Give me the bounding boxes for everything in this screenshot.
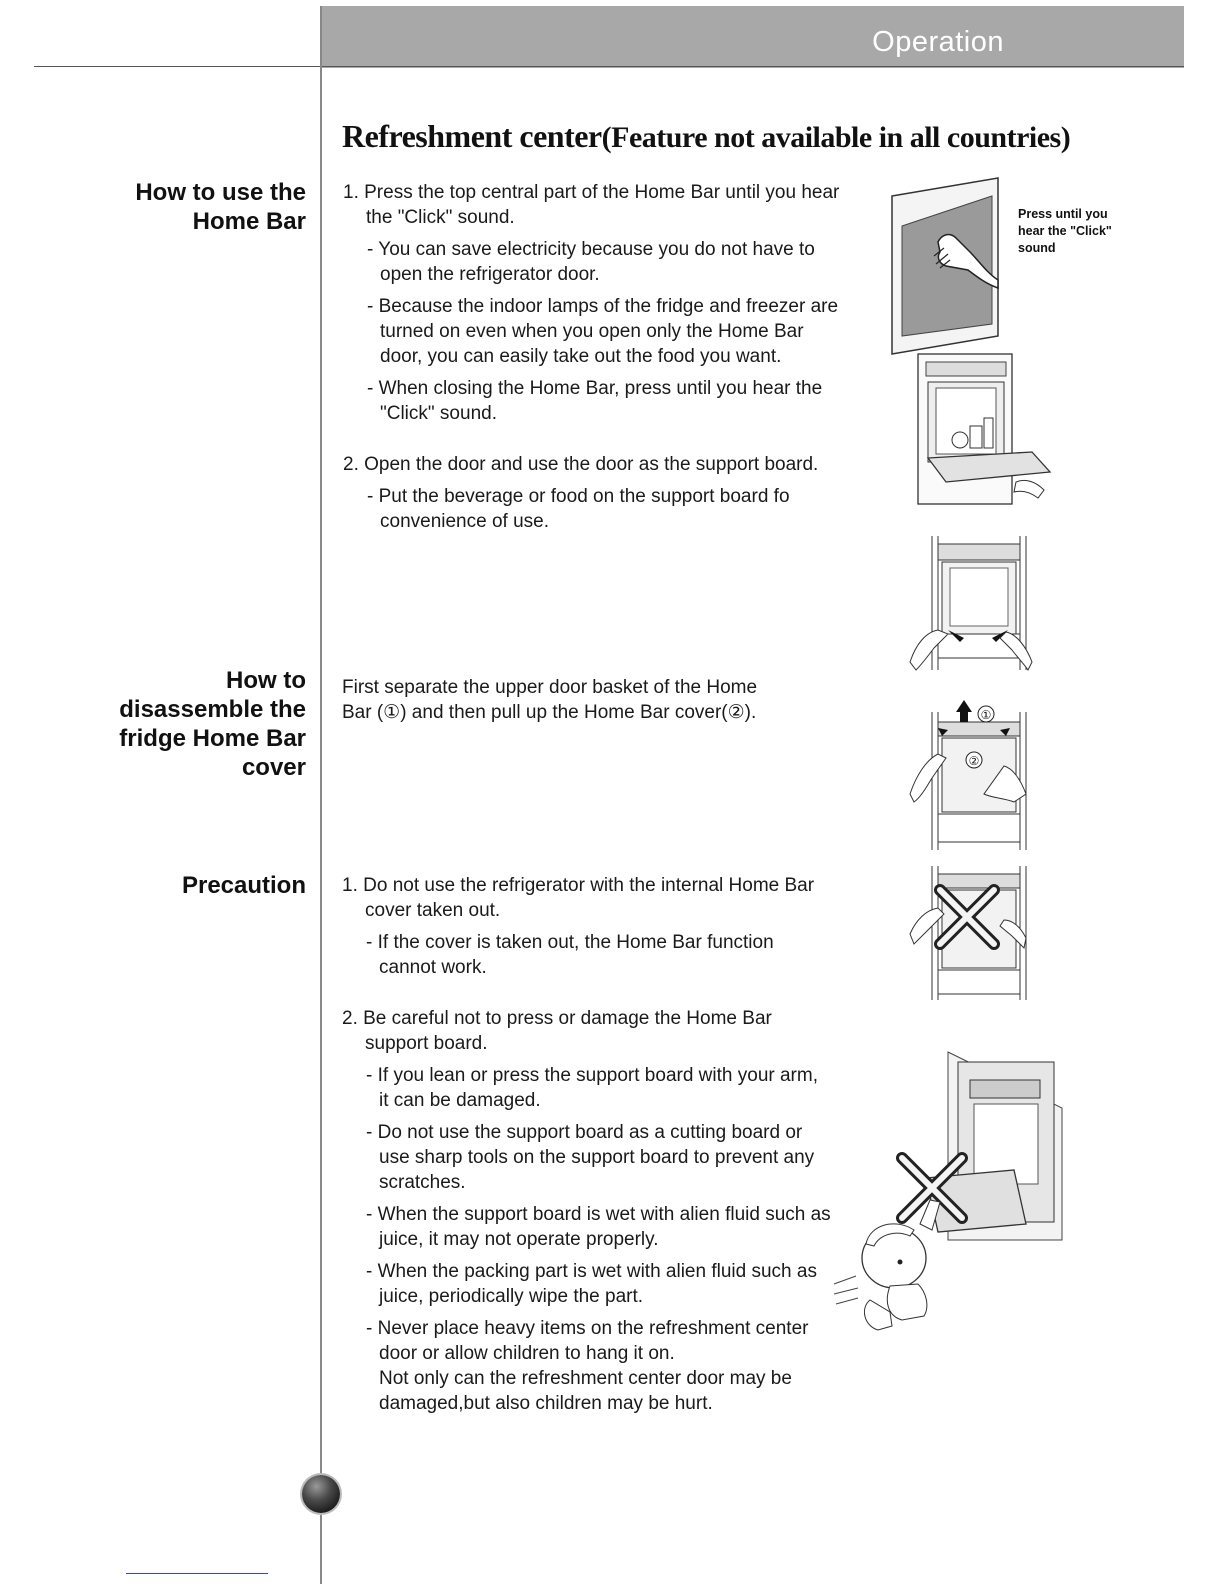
heading-disassemble: How to disassemble the fridge Home Bar cover	[119, 667, 306, 781]
disassemble-body: First separate the upper door basket of the Home Bar (①) and then pull up the Home Bar cover(②).	[342, 677, 758, 723]
precaution-item-2-note: - Never place heavy items on the refreshment center door or allow children to hang it on.	[366, 1318, 809, 1364]
precaution-item-2-note: - When the support board is wet with alien fluid such as juice, it may not operate properly.	[366, 1204, 831, 1250]
no-cover-prohibited-illustration	[908, 864, 1034, 1004]
precaution-list	[342, 873, 832, 1416]
precaution-item-1-note: - If the cover is taken out, the Home Bar function cannot work.	[366, 932, 774, 978]
press-home-bar-illustration	[890, 176, 1002, 356]
section-title: Operation	[872, 26, 1004, 58]
footer-rule	[126, 1573, 268, 1574]
precaution-item-2-note: - If you lean or press the support board with your arm, it can be damaged.	[366, 1065, 818, 1111]
press-click-label: Press until you hear the "Click" sound	[1018, 207, 1112, 255]
use-step-1: 1. Press the top central part of the Home Bar until you hear the "Click" sound.	[343, 182, 840, 228]
page-marker-ball	[302, 1475, 340, 1513]
use-steps	[343, 180, 851, 534]
precaution-item-2-note: - When the packing part is wet with alien fluid such as juice, periodically wipe the part.	[366, 1261, 817, 1307]
marker-1: ①	[980, 708, 992, 722]
child-hanging-prohibited-illustration	[830, 1050, 1070, 1340]
column-divider	[320, 6, 322, 1584]
upper-basket-illustration	[908, 534, 1034, 674]
precaution-item-2-note-cont: Not only can the refreshment center door may be damaged,but also children may be hurt.	[379, 1368, 792, 1414]
precaution-item-1: 1. Do not use the refrigerator with the internal Home Bar cover taken out.	[342, 875, 815, 921]
pull-up-cover-illustration	[908, 698, 1034, 854]
page-title-sub: (Feature not available in all countries)	[601, 121, 1071, 154]
use-step-1-note: - When closing the Home Bar, press until you hear the "Click" sound.	[367, 378, 823, 424]
marker-2: ②	[968, 754, 980, 768]
page-title	[342, 118, 1070, 155]
heading-how-to-use: How to use the Home Bar	[135, 179, 306, 235]
heading-precaution: Precaution	[181, 872, 306, 899]
use-step-1-note: - You can save electricity because you do not have to open the refrigerator door.	[367, 239, 815, 285]
precaution-item-2-note: - Do not use the support board as a cutting board or use sharp tools on the support board to prevent any scratches.	[366, 1122, 815, 1193]
header-rule	[34, 66, 1184, 67]
header-bar	[320, 6, 1184, 68]
use-step-2: 2. Open the door and use the door as the support board.	[343, 454, 819, 475]
open-door-support-board-illustration	[916, 352, 1056, 508]
use-step-1-note: - Because the indoor lamps of the fridge and freezer are turned on even when you open only the Home Bar door, you can easily take out the food you want.	[367, 296, 839, 367]
use-step-2-note: - Put the beverage or food on the support board fo convenience of use.	[367, 486, 790, 532]
page-title-main: Refreshment center	[342, 118, 602, 154]
precaution-item-2: 2. Be careful not to press or damage the Home Bar support board.	[342, 1008, 772, 1054]
